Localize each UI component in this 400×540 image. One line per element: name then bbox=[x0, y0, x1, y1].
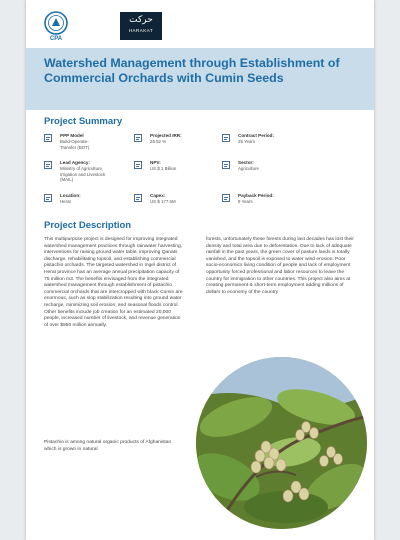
summary-label: PPP Model bbox=[60, 133, 84, 138]
summary-label: Location: bbox=[60, 193, 81, 198]
harakat-logo bbox=[120, 12, 162, 40]
document-icon bbox=[44, 134, 52, 142]
summary-value: 9 Years bbox=[238, 199, 253, 204]
summary-value: Agriculture bbox=[238, 166, 259, 171]
description-left-paragraph-2: Pistachio is among natural organic products of Afghanistan which is grown in natural bbox=[44, 440, 172, 452]
summary-label: Sector: bbox=[238, 160, 254, 165]
cpa-logo bbox=[44, 10, 88, 42]
document-icon bbox=[222, 194, 230, 202]
summary-value: 25 Years bbox=[238, 139, 256, 144]
document-icon bbox=[44, 161, 52, 169]
summary-value: Herat bbox=[60, 199, 71, 204]
project-summary-heading: Project Summary bbox=[44, 116, 123, 127]
logo-bar bbox=[44, 10, 356, 40]
summary-label: NPV: bbox=[150, 160, 161, 165]
summary-value: Build-Operate- Transfer (BOT) bbox=[60, 139, 90, 150]
pistachio-tree-photo bbox=[196, 357, 367, 529]
summary-value: US $ 1 Billion bbox=[150, 166, 177, 171]
document-icon bbox=[134, 194, 142, 202]
summary-label: Capex: bbox=[150, 193, 166, 198]
document-icon bbox=[134, 134, 142, 142]
summary-label: Contract Period: bbox=[238, 133, 274, 138]
cpa-logo-text: CPA bbox=[49, 36, 63, 42]
page-title: Watershed Management through Establishment of Commercial Orchards with Cumin Seeds bbox=[44, 56, 340, 85]
document-icon bbox=[44, 194, 52, 202]
description-left-paragraph-1: This multipurpose project is designed for improving integrated watershed management practices through rainwater harvesting, interventions for raising ground water table, improving Qanats discharge, rehabilitating topsoil, and establishing commercial pistachio orchards. The targeted watershed in Ingel district of Herat province has an average annual precipitation capacity of 75 million m3. The benefits envisaged from the integrated watershed management through establishment of pistachio commercial orchards that are intercropped with black Cumin are enormous, such as slop stabilization resulting into ground water recharge, minimizing soil erosion, and seasonal floods control. Other benefits include job creation for an estimated 20,000 people, increased number of livestock, and revenue generation of over $950 million annually. bbox=[44, 237, 183, 328]
document-icon bbox=[222, 161, 230, 169]
summary-label: Payback Period: bbox=[238, 193, 274, 198]
description-right-paragraph: forests, unfortunately these forests during last decades has lost their density and total area due to deforestation. Due to lack of adequate rainfall in the past years, the green cover of pasture lands is totally vanished, and the topsoil is exposed to water wind erosion. Poor socio-economics living condition of people and lack of employment opportunity forced professional and labor resources to leave the country for immigration to other countries. This project also aims at creating permanent & short-term employment adding millions of dollars to economy of the country bbox=[206, 237, 354, 295]
harakat-logo-text: HARAKAT bbox=[128, 28, 154, 33]
summary-label: Lead Agency: bbox=[60, 160, 90, 165]
summary-value: 25.52 % bbox=[150, 139, 167, 144]
summary-label: Projected IRR: bbox=[150, 133, 182, 138]
brochure-page bbox=[26, 0, 374, 540]
project-description-heading: Project Description bbox=[44, 220, 132, 231]
document-icon bbox=[134, 161, 142, 169]
document-icon bbox=[222, 134, 230, 142]
summary-value: US $ 177.5M bbox=[150, 199, 176, 204]
summary-value: Ministry of Agriculture, Irrigation and Livestock (MAIL) bbox=[60, 166, 106, 183]
harakat-logo-arabic: حرکت bbox=[129, 15, 153, 25]
